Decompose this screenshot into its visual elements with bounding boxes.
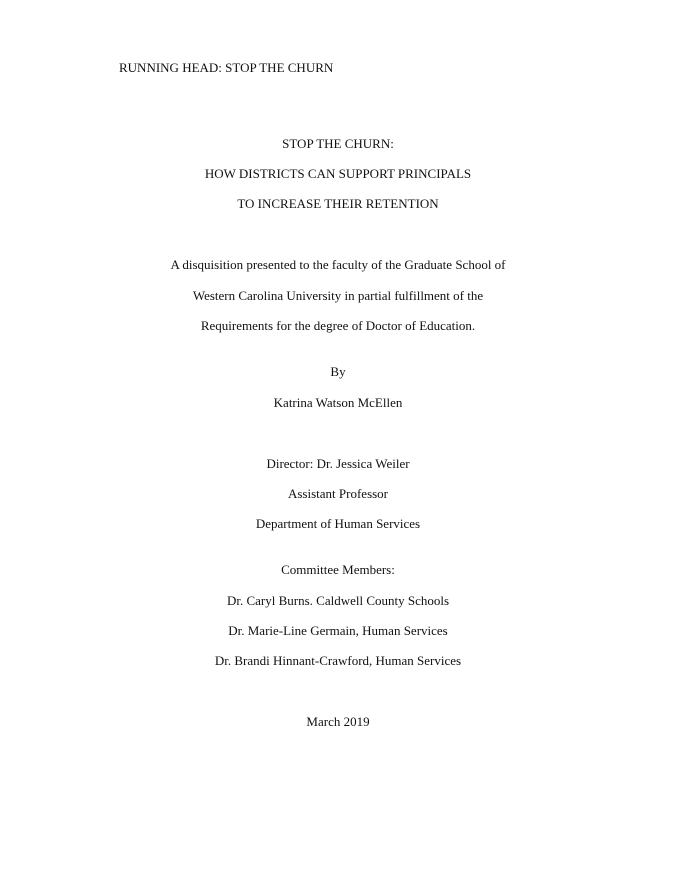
title-line-2: HOW DISTRICTS CAN SUPPORT PRINCIPALS <box>204 166 472 181</box>
committee-member: Dr. Brandi Hinnant-Crawford, Human Services <box>214 653 462 668</box>
statement-line-1: A disquisition presented to the faculty of the Graduate School of <box>170 257 506 272</box>
committee-member: Dr. Caryl Burns. Caldwell County Schools <box>226 593 450 608</box>
statement-line-3: Requirements for the degree of Doctor of Education. <box>200 318 476 333</box>
director-department: Department of Human Services <box>255 516 421 531</box>
running-head: RUNNING HEAD: STOP THE CHURN <box>119 60 334 75</box>
director-name: Director: Dr. Jessica Weiler <box>266 456 410 471</box>
by-label: By <box>330 364 346 379</box>
committee-heading: Committee Members: <box>281 562 395 577</box>
director-title: Assistant Professor <box>287 486 389 501</box>
title-line-1: STOP THE CHURN: <box>282 136 394 151</box>
committee-member: Dr. Marie-Line Germain, Human Services <box>228 623 448 638</box>
statement-line-2: Western Carolina University in partial fulfillment of the <box>192 288 484 303</box>
author-name: Katrina Watson McEllen <box>273 395 403 410</box>
title-line-3: TO INCREASE THEIR RETENTION <box>237 196 439 211</box>
submission-date: March 2019 <box>306 714 370 729</box>
